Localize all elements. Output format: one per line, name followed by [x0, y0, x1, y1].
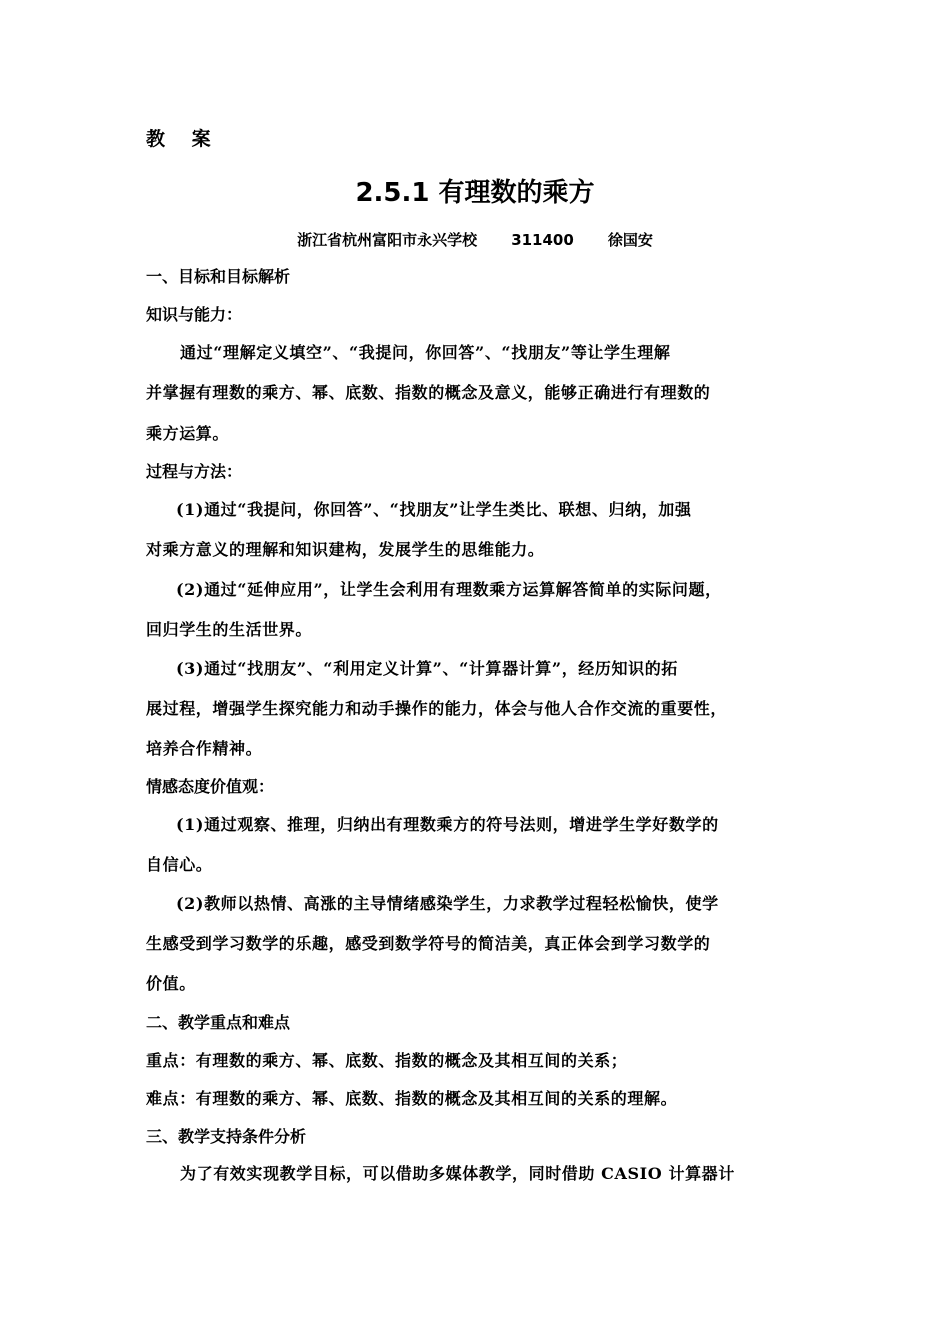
page-title: 2.5.1 有理数的乘方: [355, 178, 595, 208]
paragraph-line: 为了有效实现教学目标，可以借助多媒体教学，同时借助 CASIO 计算器计: [180, 1164, 735, 1183]
paragraph-line: 展过程，增强学生探究能力和动手操作的能力，体会与他人合作交流的重要性，: [146, 699, 728, 718]
paragraph-line: (1)通过“我提问，你回答”、“找朋友”让学生类比、联想、归纳，加强: [176, 500, 692, 519]
paragraph-line: (3)通过“找朋友”、“利用定义计算”、“计算器计算”，经历知识的拓: [176, 659, 678, 678]
paragraph-line: (1)通过观察、推理，归纳出有理数乘方的符号法则，增进学生学好数学的: [176, 815, 719, 834]
paragraph-line: 培养合作精神。: [146, 739, 263, 758]
difficult-point: 难点：有理数的乘方、幂、底数、指数的概念及其相互间的关系的理解。: [146, 1089, 678, 1108]
paragraph-line: 乘方运算。: [146, 424, 230, 443]
paragraph-line: 价值。: [146, 974, 196, 993]
paragraph-line: 并掌握有理数的乘方、幂、底数、指数的概念及意义，能够正确进行有理数的: [146, 383, 711, 402]
paragraph-line: 通过“理解定义填空”、“我提问，你回答”、“找朋友”等让学生理解: [180, 343, 671, 362]
key-point: 重点：有理数的乘方、幂、底数、指数的概念及其相互间的关系；: [146, 1051, 628, 1070]
paragraph-line: 生感受到学习数学的乐趣，感受到数学符号的简洁美，真正体会到学习数学的: [146, 934, 711, 953]
paragraph-line: (2)通过“延伸应用”，让学生会利用有理数乘方运算解答简单的实际问题，: [176, 580, 722, 599]
postcode: 311400: [511, 231, 574, 249]
section-2-heading: 二、教学重点和难点: [146, 1013, 291, 1032]
doc-label: 教 案: [146, 128, 221, 150]
paragraph-line: 对乘方意义的理解和知识建构，发展学生的思维能力。: [146, 540, 545, 559]
paragraph-line: 自信心。: [146, 855, 213, 874]
paragraph-line: 回归学生的生活世界。: [146, 620, 313, 639]
section-3-heading: 三、教学支持条件分析: [146, 1127, 307, 1146]
emotion-heading: 情感态度价值观：: [146, 777, 275, 796]
author-line: [0, 229, 950, 250]
paragraph-line: (2)教师以热情、高涨的主导情绪感染学生，力求教学过程轻松愉快，使学: [176, 894, 719, 913]
author-name: 徐国安: [607, 231, 653, 249]
school-name: 浙江省杭州富阳市永兴学校: [297, 231, 478, 249]
knowledge-heading: 知识与能力：: [146, 305, 243, 324]
section-1-heading: 一、目标和目标解析: [146, 267, 291, 286]
process-heading: 过程与方法：: [146, 462, 243, 481]
